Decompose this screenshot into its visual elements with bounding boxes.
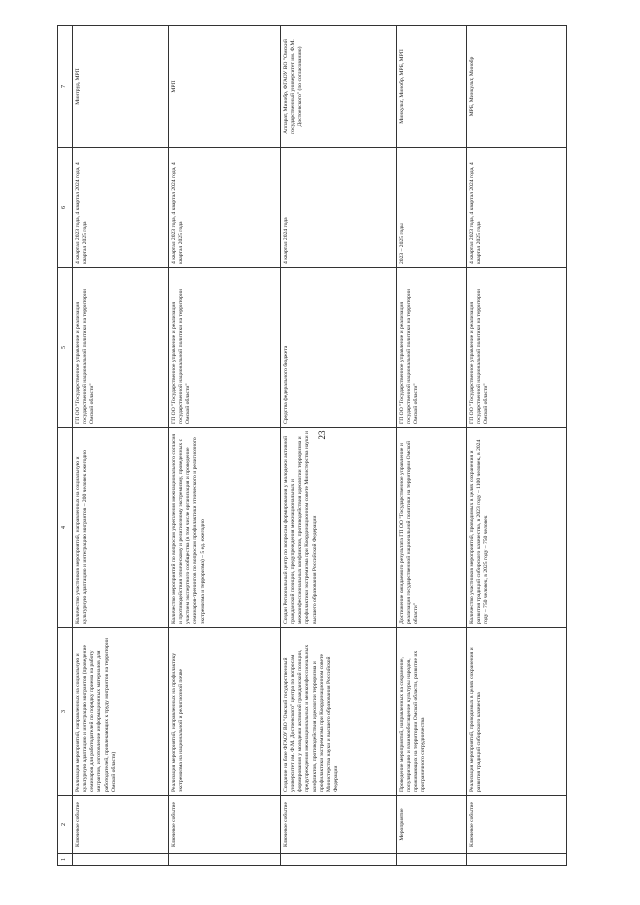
event-type-cell: Ключевое событие [281, 796, 397, 854]
responsible-cell: МРБ, Минкульт, Минобр [467, 26, 567, 148]
funding-source-cell: Средства федерального бюджета [281, 268, 397, 428]
indicator-cell: Количество участников мероприятий, направленных на социальную и культурную адаптацию и интеграцию мигрантов – 200 человек ежегодно [73, 428, 169, 628]
indicator-cell: Количество мероприятий по вопросам укрепления межнационального согласия и противодействия этническому и религиозному экстремизму, проведенных с участием экспертного сообщества (в том числе организация и проведение семинаров-тренингов по вопросам профилактики этнического и религиозного экстремизма и терроризма) – 5 ед. ежегодно [169, 428, 281, 628]
funding-source-cell: ГП ОО "Государственное управление и реализация государственной национальной политики на территории Омской области" [397, 268, 467, 428]
column-number: 7 [58, 26, 73, 148]
event-description-cell: Реализация мероприятий, направленных на социальную и культурную адаптацию и интеграцию мигрантов (проведение семинаров для работодателей по порядку приема на работу мигрантов, изготовление информационных материалов для работодателей, привлекающих к труду мигрантов на территории Омской области) [73, 628, 169, 796]
deadline-cell: 4 квартал 2023 года, 4 квартал 2024 года, 4 квартал 2025 года [73, 148, 169, 268]
column-number: 4 [58, 428, 73, 628]
column-number: 1 [58, 854, 73, 866]
row-number-cell [281, 854, 397, 866]
row-number-cell [397, 854, 467, 866]
event-type-cell: Мероприятие [397, 796, 467, 854]
table-row [397, 26, 467, 866]
page-number: 23 [317, 430, 327, 440]
column-number: 3 [58, 628, 73, 796]
table-row [467, 26, 567, 866]
responsible-cell: Минтруд, МРП [73, 26, 169, 148]
row-number-cell [73, 854, 169, 866]
deadline-cell: 4 квартал 2024 года [281, 148, 397, 268]
table-row [169, 26, 281, 866]
event-description-cell: Реализация мероприятий, направленных на профилактику экстремизма на национальной и религиозной почве [169, 628, 281, 796]
event-type-cell: Ключевое событие [467, 796, 567, 854]
column-number: 6 [58, 148, 73, 268]
rotated-table-container [57, 26, 565, 866]
responsible-cell: Аппарат, Минобр, ФГАОУ ВО "Омский государственный университет им. Ф.М. Достоевского" (по согласованию) [281, 26, 397, 148]
row-number-cell [169, 854, 281, 866]
column-number: 5 [58, 268, 73, 428]
row-number-cell [467, 854, 567, 866]
deadline-cell: 2023 – 2025 годы [397, 148, 467, 268]
funding-source-cell: ГП ОО "Государственное управление и реализация государственной национальной политики на территории Омской области" [169, 268, 281, 428]
funding-source-cell: ГП ОО "Государственное управление и реализация государственной национальной политики на территории Омской области" [467, 268, 567, 428]
column-number: 2 [58, 796, 73, 854]
event-type-cell: Ключевое событие [73, 796, 169, 854]
event-description-cell: Создание на базе ФГАОУ ВО "Омский государственный университет им. Ф.М. Достоевского" центра по вопросам формирования у молодежи активной гражданской позиции, предупреждения межнациональных и межконфессиональных конфликтов, противодействия идеологии терроризма и профилактики экстремизма при Координационном совете Министерства науки и высшего образования Российской Федерации [281, 628, 397, 796]
indicator-cell: Достижение ожидаемого результата ГП ОО "Государственное управление и реализация государственной национальной политики на территории Омской области" [397, 428, 467, 628]
indicator-cell: Создан Региональный центр по вопросам формирования у молодежи активной гражданской позиции, предупреждения межнациональных и межконфессиональных конфликтов, противодействия идеологии терроризма и профилактики экстремизма при Координационном совете Министерства науки и высшего образования Российской Федерации [281, 428, 397, 628]
deadline-cell: 4 квартал 2023 года, 4 квартал 2024 года, 4 квартал 2025 года [467, 148, 567, 268]
funding-source-cell: ГП ОО "Государственное управление и реализация государственной национальной политики на территории Омской области" [73, 268, 169, 428]
event-description-cell: Проведение мероприятий, направленных на сохранение, популяризацию и взаимообогащение культуры народов, проживающих на территории Омской области, развитие их приграничного сотрудничества [397, 628, 467, 796]
event-type-cell: Ключевое событие [169, 796, 281, 854]
responsible-cell: Минкульт, Минобр, МРБ, МРП [397, 26, 467, 148]
indicator-cell: Количество участников мероприятий, проводимых в целях сохранения и развития традиций сибирского казачества, в 2023 году – 1100 человек, в 2024 году – 750 человек, в 2025 году – 750 человек [467, 428, 567, 628]
events-table [57, 25, 567, 866]
responsible-cell: МРП [169, 26, 281, 148]
table-row [73, 26, 169, 866]
event-description-cell: Реализация мероприятий, проводимых в целях сохранения и развития традиций сибирского казачества [467, 628, 567, 796]
table-header-row [58, 26, 73, 866]
table-row [281, 26, 397, 866]
deadline-cell: 4 квартал 2023 года, 4 квартал 2024 года, 4 квартал 2025 года [169, 148, 281, 268]
